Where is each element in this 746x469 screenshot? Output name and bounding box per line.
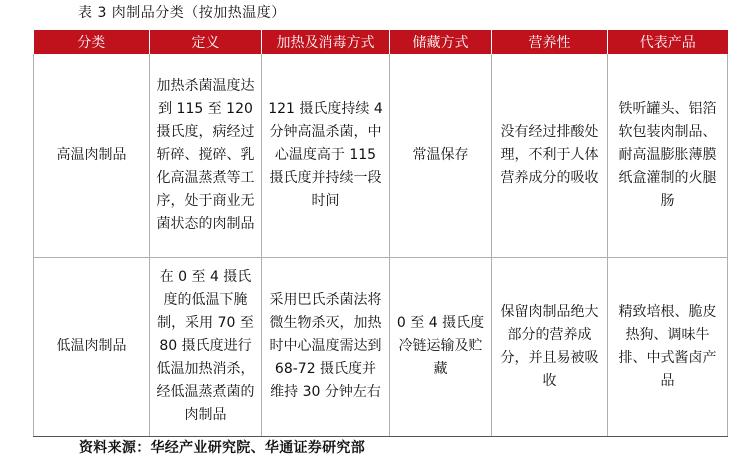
meat-product-classification-table bbox=[33, 30, 728, 437]
cell-storage: 常温保存 bbox=[390, 54, 492, 257]
header-nutrition: 营养性 bbox=[492, 30, 608, 54]
cell-nutrition: 没有经过排酸处理，不利于人体营养成分的吸收 bbox=[492, 54, 608, 257]
header-row bbox=[34, 30, 728, 54]
table-row bbox=[34, 54, 728, 257]
header-representative-products: 代表产品 bbox=[608, 30, 728, 54]
cell-definition: 在 0 至 4 摄氏度的低温下腌制，采用 70 至 80 摄氏度进行低温加热消杀，经低温蒸煮菌的肉制品 bbox=[150, 257, 262, 436]
cell-category: 高温肉制品 bbox=[34, 54, 150, 257]
header-definition: 定义 bbox=[150, 30, 262, 54]
table-row bbox=[34, 257, 728, 436]
cell-heating-method: 采用巴氏杀菌法将微生物杀灭，加热时中心温度需达到 68-72 摄氏度并维持 30 分钟左右 bbox=[262, 257, 390, 436]
table-caption: 表 3 肉制品分类（按加热温度） bbox=[78, 5, 286, 21]
cell-category: 低温肉制品 bbox=[34, 257, 150, 436]
source-note: 资料来源：华经产业研究院、华通证券研究部 bbox=[79, 440, 365, 456]
header-storage: 储藏方式 bbox=[390, 30, 492, 54]
cell-representative-products: 铁听罐头、铝箔软包装肉制品、耐高温膨胀薄膜纸盒灌制的火腿肠 bbox=[608, 54, 728, 257]
header-heating-method: 加热及消毒方式 bbox=[262, 30, 390, 54]
header-category: 分类 bbox=[34, 30, 150, 54]
cell-heating-method: 121 摄氏度持续 4 分钟高温杀菌，中心温度高于 115 摄氏度并持续一段时间 bbox=[262, 54, 390, 257]
cell-representative-products: 精致培根、脆皮热狗、调味牛排、中式酱卤产品 bbox=[608, 257, 728, 436]
cell-nutrition: 保留肉制品绝大部分的营养成分，并且易被吸收 bbox=[492, 257, 608, 436]
cell-storage: 0 至 4 摄氏度冷链运输及贮藏 bbox=[390, 257, 492, 436]
cell-definition: 加热杀菌温度达到 115 至 120 摄氏度，病经过斩碎、搅碎、乳化高温蒸煮等工序，处于商业无菌状态的肉制品 bbox=[150, 54, 262, 257]
